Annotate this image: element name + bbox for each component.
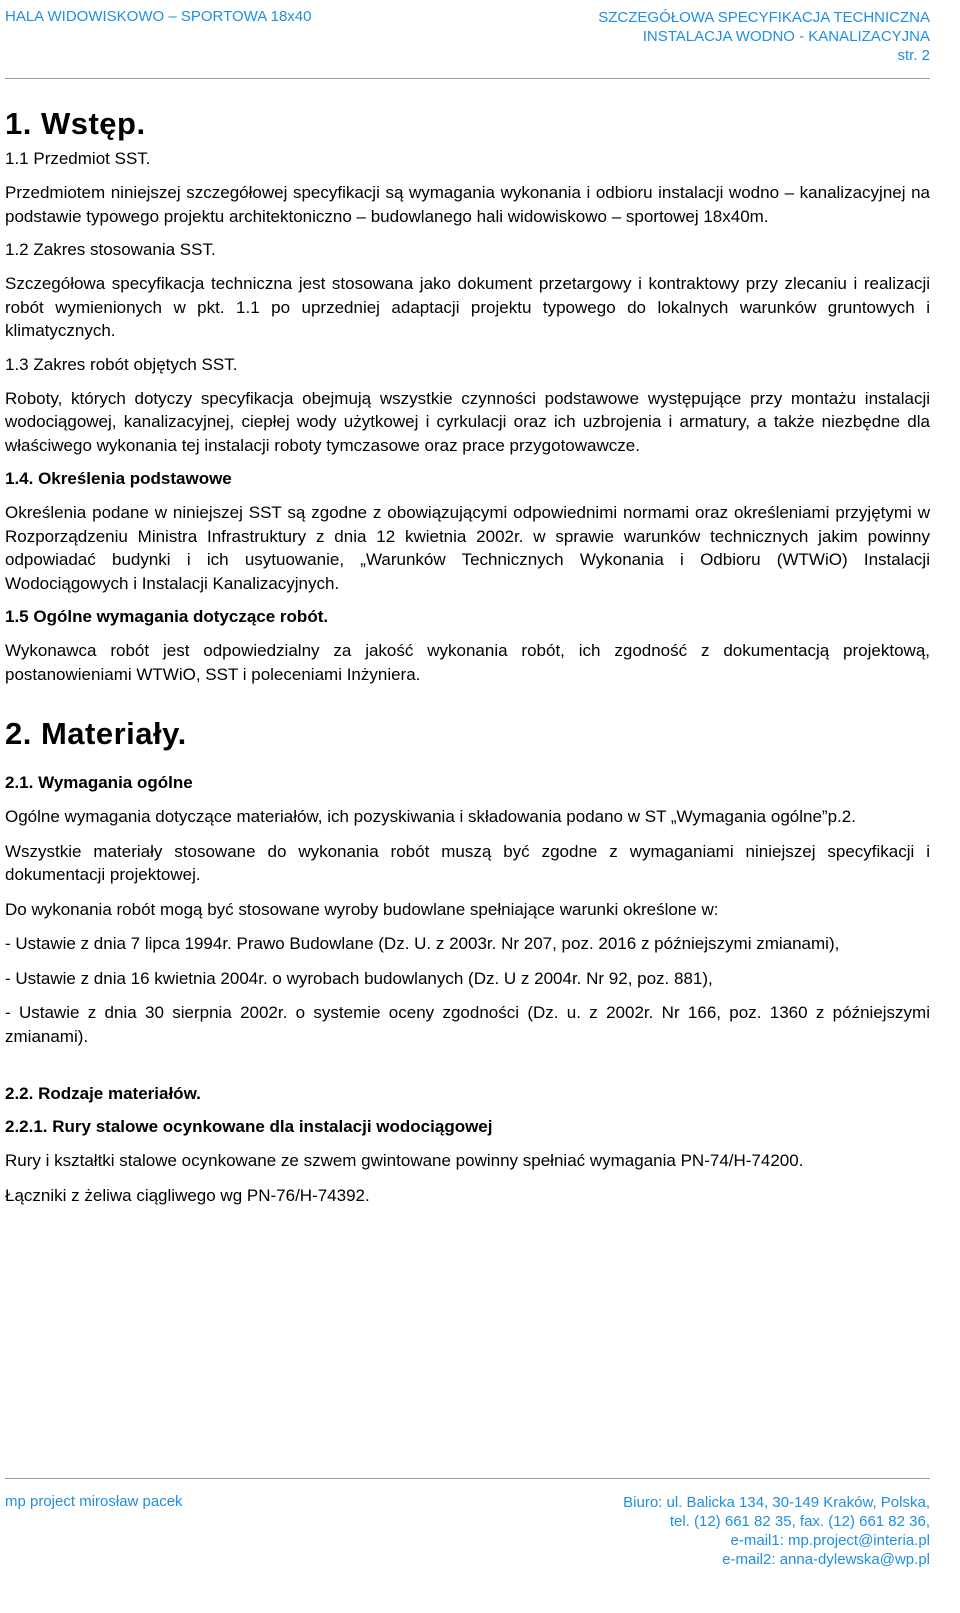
subsection-2-1-heading: 2.1. Wymagania ogólne (5, 773, 193, 792)
law-list-item-3: - Ustawie z dnia 30 sierpnia 2002r. o systemie oceny zgodności (Dz. u. z 2002r. Nr 166, poz. 1360 z późniejszymi zmianami). (5, 1003, 930, 1046)
subsection-2-2-1-paragraph-1: Rury i kształtki stalowe ocynkowane ze szwem gwintowane powinny spełniać wymagania PN-74/H-74200. (5, 1151, 804, 1170)
spacer (5, 1059, 930, 1083)
subsection-1-1-heading: 1.1 Przedmiot SST. (5, 149, 151, 168)
subsection-1-2-text: Szczegółowa specyfikacja techniczna jest stosowana jako dokument przetargowy i kontraktowy przy zlecaniu i realizacji robót wymienionych w pkt. 1.1 po uprzedniej adaptacji projektu typowego do lokalnych warunków gruntowych i klimatycznych. (5, 274, 930, 340)
header-project-title: HALA WIDOWISKOWO – SPORTOWA 18x40 (5, 8, 312, 25)
subsection-2-2-heading: 2.2. Rodzaje materiałów. (5, 1084, 201, 1103)
document-body (5, 102, 930, 1218)
subsection-1-3-heading: 1.3 Zakres robót objętych SST. (5, 354, 238, 374)
footer-contact-block (623, 1493, 930, 1569)
subsection-2-2-1-paragraph-2: Łączniki z żeliwa ciągliwego wg PN-76/H-74392. (5, 1185, 370, 1205)
subsection-1-5-heading: 1.5 Ogólne wymagania dotyczące robót. (5, 607, 329, 626)
page-footer (5, 1478, 930, 1609)
subsection-1-2-heading: 1.2 Zakres stosowania SST. (5, 240, 216, 259)
header-page-number: str. 2 (897, 47, 930, 64)
subsection-2-1-paragraph-3: Do wykonania robót mogą być stosowane wyroby budowlane spełniające warunki określone w: (5, 899, 719, 919)
header-spec-title: SZCZEGÓŁOWA SPECYFIKACJA TECHNICZNA (598, 9, 930, 26)
law-list-item-2: - Ustawie z dnia 16 kwietnia 2004r. o wyrobach budowlanych (Dz. U z 2004r. Nr 92, poz. 881), (5, 968, 713, 988)
subsection-2-1-paragraph-2: Wszystkie materiały stosowane do wykonania robót muszą być zgodne z wymaganiami niniejszej specyfikacji i dokumentacji projektowej. (5, 841, 930, 884)
footer-phone-fax: tel. (12) 661 82 35, fax. (12) 661 82 36, (669, 1513, 930, 1530)
footer-email-2: e-mail2: anna-dylewska@wp.pl (722, 1551, 930, 1568)
footer-address: Biuro: ul. Balicka 134, 30-149 Kraków, Polska, (623, 1494, 930, 1511)
section-1-heading: 1. Wstęp. (5, 106, 146, 141)
subsection-1-4-heading: 1.4. Określenia podstawowe (5, 469, 232, 488)
subsection-1-4-text: Określenia podane w niniejszej SST są zgodne z obowiązującymi odpowiednimi normami oraz określeniami przyjętymi w Rozporządzeniu Ministra Infrastruktury z dnia 12 kwietnia 2002r. w sprawie warunków technicznych jakim powinny odpowiadać budynki i ich usytuowanie, „Warunków Technicznych Wykonania i Odbioru (WTWiO) Instalacji Wodociągowych i Instalacji Kanalizacyjnych. (5, 503, 930, 593)
footer-company-name: mp project mirosław pacek (5, 1493, 183, 1510)
subsection-1-5-text: Wykonawca robót jest odpowiedzialny za jakość wykonania robót, ich zgodność z dokumentacją projektową, postanowieniami WTWiO, SST i poleceniami Inżyniera. (5, 641, 930, 684)
header-spec-block (598, 8, 930, 65)
header-spec-subtitle: INSTALACJA WODNO - KANALIZACYJNA (642, 28, 930, 45)
subsection-1-3-text: Roboty, których dotyczy specyfikacja obejmują wszystkie czynności podstawowe występujące przy montażu instalacji wodociągowej, kanalizacyjnej, ciepłej wody użytkowej i cyrkulacji oraz ich uzbrojenia i armatury, a także niezbędne dla właściwego wykonania tej instalacji roboty tymczasowe oraz prace przygotowawcze. (5, 388, 930, 455)
section-2-heading: 2. Materiały. (5, 716, 187, 751)
subsection-1-1-text: Przedmiotem niniejszej szczegółowej specyfikacji są wymagania wykonania i odbioru instalacji wodno – kanalizacyjnej na podstawie typowego projektu architektoniczno – budowlanego hali widowiskowo – sportowej 18x40m. (5, 183, 930, 226)
footer-email-1: e-mail1: mp.project@interia.pl (730, 1532, 930, 1549)
subsection-2-1-paragraph-1: Ogólne wymagania dotyczące materiałów, ich pozyskiwania i składowania podano w ST „Wymagania ogólne”p.2. (5, 807, 856, 826)
law-list-item-1: - Ustawie z dnia 7 lipca 1994r. Prawo Budowlane (Dz. U. z 2003r. Nr 207, poz. 2016 z późniejszymi zmianami), (5, 934, 840, 953)
subsection-2-2-1-heading: 2.2.1. Rury stalowe ocynkowane dla instalacji wodociągowej (5, 1117, 493, 1136)
page-header (5, 6, 930, 79)
